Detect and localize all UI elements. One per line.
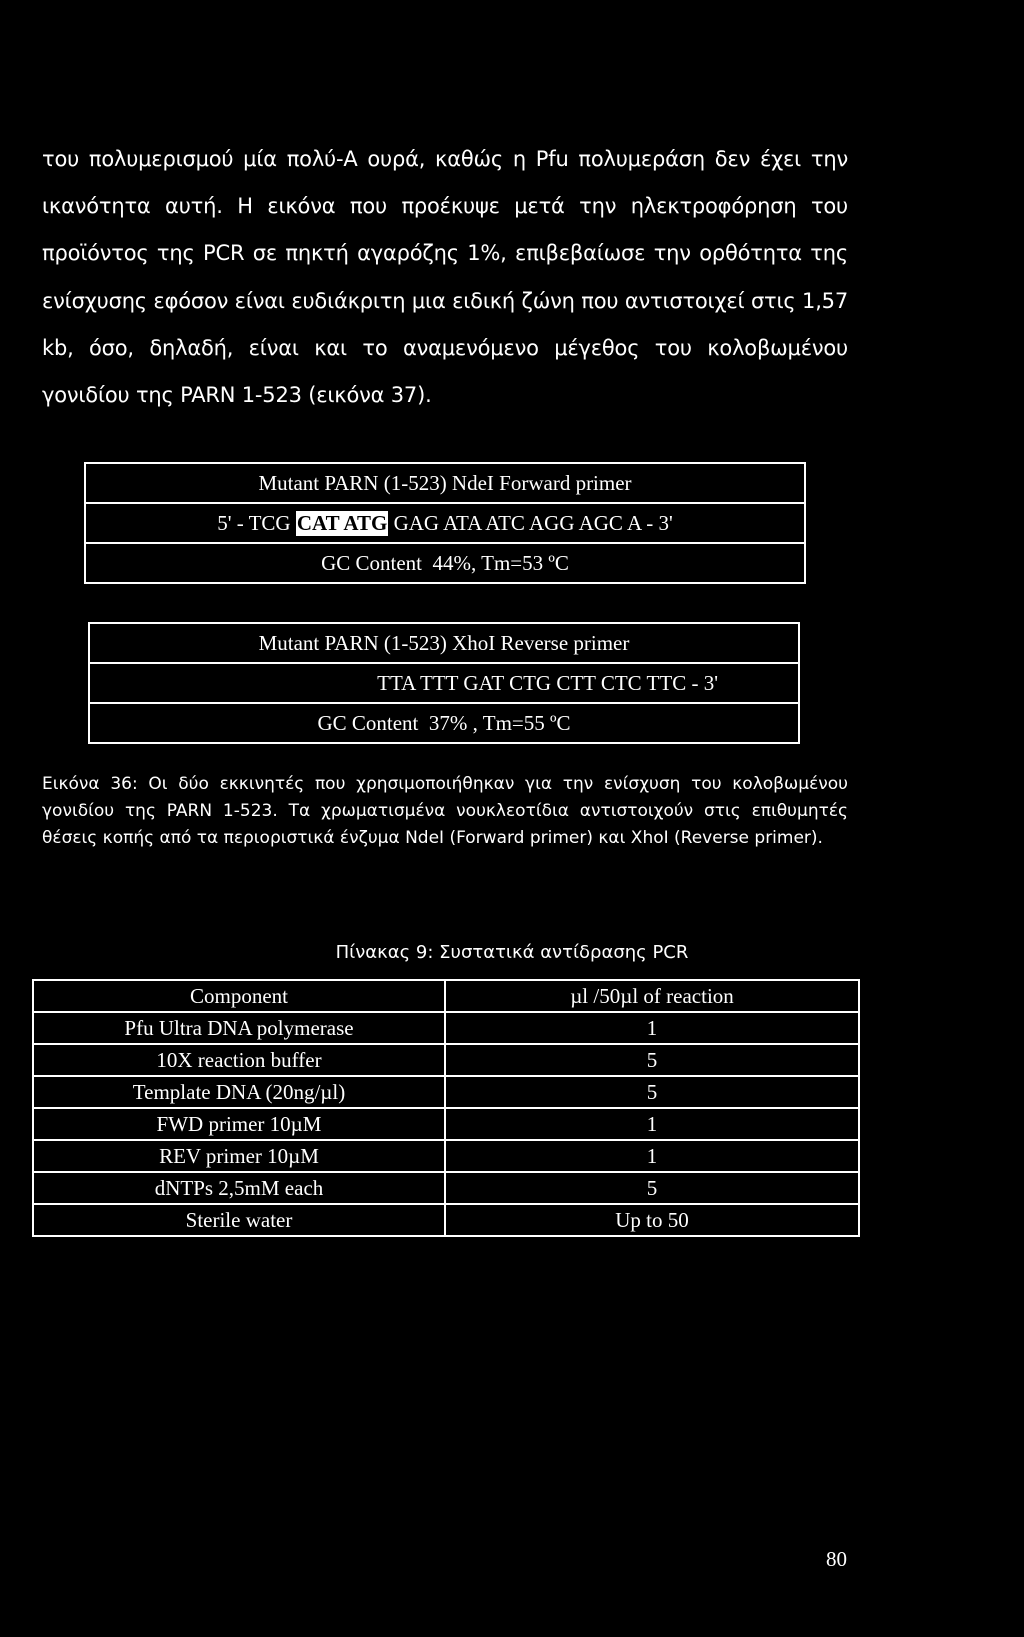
header-volume: µl /50µl of reaction: [445, 980, 859, 1012]
table-header-row: [33, 980, 859, 1012]
forward-primer-seq-suffix: GAG ATA ATC AGG AGC A - 3': [388, 510, 673, 535]
volume-cell: 5: [445, 1172, 859, 1204]
reverse-primer-title: Mutant PARN (1-523) XhoI Reverse primer: [90, 624, 798, 664]
forward-primer-title: Mutant PARN (1-523) NdeI Forward primer: [86, 464, 804, 504]
component-cell: Template DNA (20ng/µl): [33, 1076, 445, 1108]
page-number: 80: [826, 1547, 847, 1571]
table-row: [33, 1172, 859, 1204]
reverse-primer-gc-content: GC Content 37% , Tm=55 ºC: [317, 710, 571, 735]
table-row: [33, 1204, 859, 1236]
component-cell: Sterile water: [33, 1204, 445, 1236]
forward-primer-sequence: [86, 504, 804, 544]
volume-cell: 5: [445, 1076, 859, 1108]
forward-primer-seq-prefix: 5' - TCG: [217, 510, 296, 535]
table-row: [33, 1076, 859, 1108]
volume-cell: 1: [445, 1012, 859, 1044]
volume-cell: 1: [445, 1140, 859, 1172]
component-cell: dNTPs 2,5mM each: [33, 1172, 445, 1204]
body-paragraph: του πολυμερισμού μία πολύ-Α ουρά, καθώς η Pfu πολυμεράση δεν έχει την ικανότητα αυτή. Η εικόνα που προέκυψε μετά την ηλεκτροφόρηση του προϊόντος της PCR σε πηκτή αγαρόζης 1%, επιβεβαίωσε την ορθότητα της ενίσχυσης εφόσον είναι ευδιάκριτη μια ειδική ζώνη που αντιστοιχεί στις 1,57 kb, όσο, δηλαδή, είναι και το αναμενόμενο μέγεθος του κολοβωμένου γονιδίου της PARN 1-523 (εικόνα 37).: [42, 147, 848, 408]
component-cell: REV primer 10µM: [33, 1140, 445, 1172]
volume-cell: Up to 50: [445, 1204, 859, 1236]
table-row: [33, 1140, 859, 1172]
table-row: [33, 1108, 859, 1140]
figure-caption: Εικόνα 36: Οι δύο εκκινητές που χρησιμοποιήθηκαν για την ενίσχυση του κολοβωμένου γονιδίου της PARN 1-523. Τα χρωματισμένα νουκλεοτίδια αντιστοιχούν στις επιθυμητές θέσεις κοπής από τα περιοριστικά ένζυμα NdeI (Forward primer) και XhoI (Reverse primer).: [42, 774, 848, 848]
reverse-primer-box: [88, 622, 800, 744]
header-component: Component: [33, 980, 445, 1012]
component-cell: Pfu Ultra DNA polymerase: [33, 1012, 445, 1044]
volume-cell: 5: [445, 1044, 859, 1076]
component-cell: FWD primer 10µM: [33, 1108, 445, 1140]
forward-primer-gc-content: GC Content 44%, Tm=53 ºC: [321, 550, 569, 575]
table-row: [33, 1012, 859, 1044]
reverse-primer-seq-text: TTA TTT GAT CTG CTT CTC TTC - 3': [377, 670, 718, 695]
pcr-components-table: [32, 979, 860, 1237]
volume-cell: 1: [445, 1108, 859, 1140]
table-title: Πίνακας 9: Συστατικά αντίδρασης PCR: [335, 942, 689, 963]
forward-primer-box: [84, 462, 806, 584]
component-cell: 10X reaction buffer: [33, 1044, 445, 1076]
reverse-primer-sequence: [90, 664, 798, 704]
ndei-site-highlight: CAT ATG: [296, 510, 388, 535]
table-row: [33, 1044, 859, 1076]
